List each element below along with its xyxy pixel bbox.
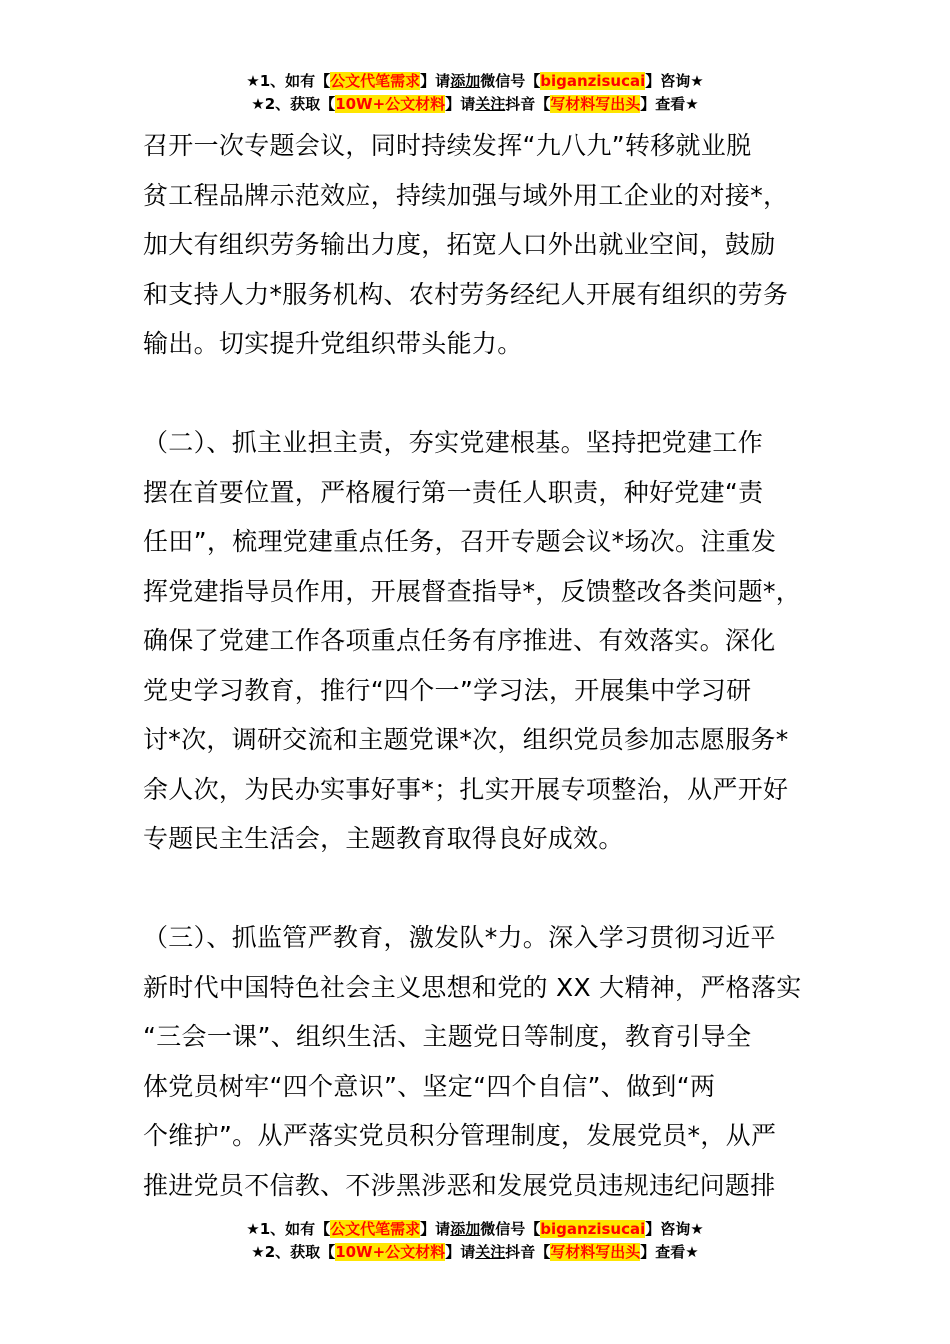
- banner-highlight: 公文代笔需求: [330, 72, 421, 90]
- paragraph-3: [143, 913, 815, 1210]
- banner-line-2: [0, 1241, 950, 1264]
- text-line: 新时代中国特色社会主义思想和党的 XX 大精神，严格落实: [143, 972, 802, 1002]
- banner-text: 】请: [420, 1220, 451, 1238]
- banner-text: 】请: [445, 95, 476, 113]
- paragraph-2: [143, 418, 815, 864]
- paragraph-gap: [143, 864, 815, 914]
- banner-text: 抖音【: [505, 95, 551, 113]
- banner-text: 】查看★: [640, 1243, 699, 1261]
- banner-highlight: biganzisucai: [540, 1220, 646, 1238]
- text-line: 余人次，为民办实事好事*；扎实开展专项整治，从严开好: [143, 774, 789, 804]
- banner-text: ★2、获取【: [251, 95, 336, 113]
- banner-highlight: 写材料写出头: [550, 1243, 641, 1261]
- banner-highlight: biganzisucai: [540, 72, 646, 90]
- banner-line-2: [0, 93, 950, 116]
- text-line: 任田”，梳理党建重点任务，召开专题会议*场次。注重发: [143, 527, 777, 556]
- paragraph-gap: [143, 369, 815, 419]
- banner-text: 抖音【: [505, 1243, 551, 1261]
- banner-text: ★1、如有【: [246, 1220, 331, 1238]
- banner-text: ★1、如有【: [246, 72, 331, 90]
- banner-text: 】咨询★: [645, 72, 704, 90]
- banner-highlight: 公文代笔需求: [330, 1220, 421, 1238]
- text-line: （二）、抓主业担主责，夯实党建根基。坚持把党建工作: [143, 428, 764, 457]
- text-line: 党史学习教育，推行“四个一”学习法，开展集中学习研: [143, 675, 752, 705]
- text-line: 贫工程品牌示范效应，持续加强与域外用工企业的对接*，: [143, 180, 789, 210]
- banner-text: 微信号【: [480, 1220, 541, 1238]
- document-body: [143, 121, 815, 1210]
- text-line: 讨*次，调研交流和主题党课*次，组织党员参加志愿服务*: [143, 725, 789, 754]
- banner-underlined-text: 添加: [450, 72, 481, 90]
- top-banner: [0, 70, 950, 116]
- text-line: 体党员树牢“四个意识”、坚定“四个自信”、做到“两: [143, 1071, 716, 1101]
- text-line: “三会一课”、组织生活、主题党日等制度，教育引导全: [143, 1022, 752, 1051]
- banner-line-1: [0, 70, 950, 93]
- banner-highlight: 写材料写出头: [550, 95, 641, 113]
- banner-text: 微信号【: [480, 72, 541, 90]
- banner-highlight: 10W+公文材料: [335, 95, 446, 113]
- text-line: 个维护”。从严落实党员积分管理制度，发展党员*，从严: [143, 1121, 777, 1150]
- bottom-banner: [0, 1218, 950, 1264]
- text-line: 加大有组织劳务输出力度，拓宽人口外出就业空间，鼓励: [143, 230, 776, 259]
- paragraph-1: [143, 121, 815, 369]
- text-line: （三）、抓监管严教育，激发队*力。深入学习贯彻习近平: [143, 923, 776, 952]
- text-line: 推进党员不信教、不涉黑涉恶和发展党员违规违纪问题排: [143, 1170, 776, 1200]
- banner-underlined-text: 关注: [475, 95, 506, 113]
- text-line: 召开一次专题会议，同时持续发挥“九八九”转移就业脱: [143, 131, 752, 160]
- banner-text: 】请: [420, 72, 451, 90]
- banner-text: 】查看★: [640, 95, 699, 113]
- text-line: 确保了党建工作各项重点任务有序推进、有效落实。深化: [143, 626, 776, 655]
- text-line: 挥党建指导员作用，开展督查指导*，反馈整改各类问题*，: [143, 576, 802, 606]
- banner-text: ★2、获取【: [251, 1243, 336, 1261]
- text-line: 专题民主生活会，主题教育取得良好成效。: [143, 824, 624, 853]
- banner-text: 】请: [445, 1243, 476, 1261]
- banner-underlined-text: 关注: [475, 1243, 506, 1261]
- banner-line-1: [0, 1218, 950, 1241]
- text-line: 输出。切实提升党组织带头能力。: [143, 329, 523, 358]
- text-line: 和支持人力*服务机构、农村劳务经纪人开展有组织的劳务: [143, 279, 789, 309]
- text-line: 摆在首要位置，严格履行第一责任人职责，种好党建“责: [143, 477, 764, 507]
- banner-text: 】咨询★: [645, 1220, 704, 1238]
- banner-underlined-text: 添加: [450, 1220, 481, 1238]
- banner-highlight: 10W+公文材料: [335, 1243, 446, 1261]
